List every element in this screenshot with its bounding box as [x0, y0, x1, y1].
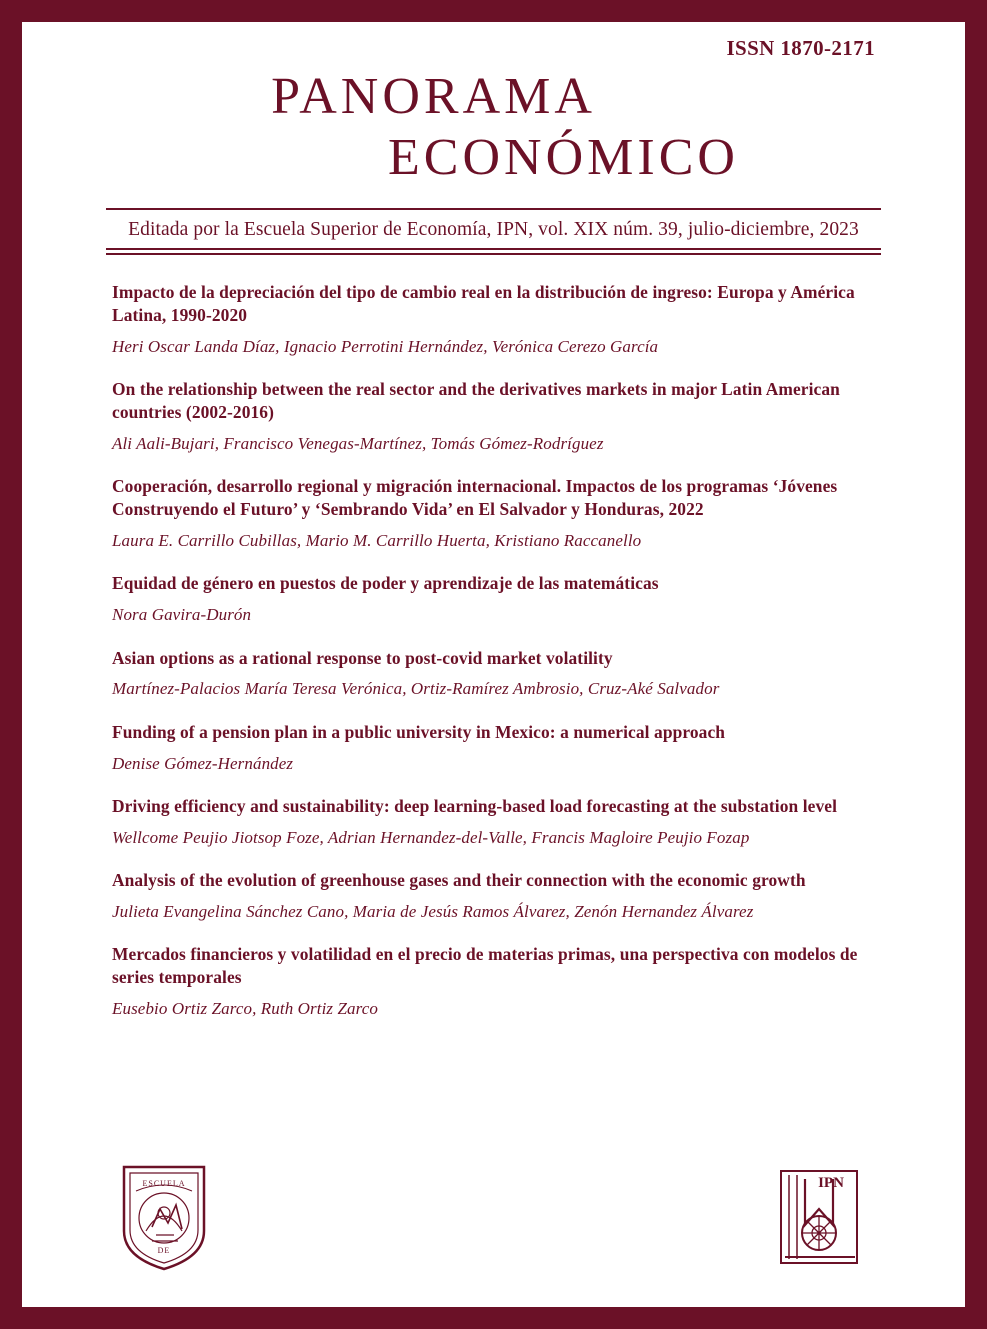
rule-bottom-2	[106, 253, 881, 255]
escuela-superior-de-economia-seal-icon	[116, 1161, 212, 1273]
article-title: Cooperación, desarrollo regional y migración internacional. Impactos de los programas ‘Jóvenes Construyendo el Futuro’ y ‘Sembrando Vida’ en El Salvador y Honduras, 2022	[112, 476, 838, 520]
toc-entry	[112, 721, 875, 775]
toc-entry	[112, 281, 875, 358]
cover-footer	[90, 1159, 897, 1279]
toc-entry	[112, 869, 875, 923]
article-title: Mercados financieros y volatilidad en el precio de materias primas, una perspectiva con modelos de series temporales	[112, 943, 858, 987]
ipn-logo-icon	[771, 1165, 867, 1269]
article-title: On the relationship between the real sector and the derivatives markets in major Latin American countries (2002-2016)	[112, 379, 840, 423]
svg-text:IPN: IPN	[818, 1175, 844, 1191]
issn-text: ISSN 1870-2171	[726, 36, 875, 60]
article-authors: Julieta Evangelina Sánchez Cano, Maria de Jesús Ramos Álvarez, Zenón Hernandez Álvarez	[112, 901, 754, 921]
svg-text:ESCUELA: ESCUELA	[142, 1179, 186, 1188]
article-authors: Martínez-Palacios María Teresa Verónica, Ortiz-Ramírez Ambrosio, Cruz-Aké Salvador	[112, 679, 720, 699]
table-of-contents	[90, 281, 897, 1019]
edition-line: Editada por la Escuela Superior de Economía, IPN, vol. XIX núm. 39, julio-diciembre, 2023	[128, 219, 859, 241]
article-authors: Nora Gavira-Durón	[112, 605, 252, 625]
rule-bottom-1	[106, 248, 881, 250]
article-title: Driving efficiency and sustainability: deep learning-based load forecasting at the substation level	[112, 795, 838, 816]
article-title: Impacto de la depreciación del tipo de cambio real en la distribución de ingreso: Europa y América Latina, 1990-2020	[112, 282, 855, 326]
article-title: Asian options as a rational response to post-covid market volatility	[112, 647, 613, 668]
journal-title-line1: PANORAMA	[271, 68, 596, 125]
article-authors: Eusebio Ortiz Zarco, Ruth Ortiz Zarco	[112, 998, 378, 1018]
toc-entry	[112, 647, 875, 701]
journal-masthead	[90, 69, 897, 186]
article-authors: Denise Gómez-Hernández	[112, 753, 294, 773]
journal-title-line2: ECONÓMICO	[388, 129, 739, 187]
cover-inner	[22, 22, 965, 1307]
toc-entry	[112, 795, 875, 849]
article-authors: Ali Aali-Bujari, Francisco Venegas-Martínez, Tomás Gómez-Rodríguez	[112, 434, 604, 454]
rule-bottom-double	[106, 248, 881, 255]
article-title: Funding of a pension plan in a public university in Mexico: a numerical approach	[112, 721, 726, 742]
article-authors: Wellcome Peujio Jiotsop Foze, Adrian Hernandez-del-Valle, Francis Magloire Peujio Fozap	[112, 827, 750, 847]
article-title: Equidad de género en puestos de poder y aprendizaje de las matemáticas	[112, 573, 659, 594]
edition-block	[90, 208, 897, 255]
toc-entry	[112, 475, 875, 552]
toc-entry	[112, 943, 875, 1020]
toc-entry	[112, 572, 875, 626]
svg-text:DE: DE	[157, 1246, 171, 1255]
article-authors: Heri Oscar Landa Díaz, Ignacio Perrotini Hernández, Verónica Cerezo García	[112, 337, 659, 357]
article-authors: Laura E. Carrillo Cubillas, Mario M. Carrillo Huerta, Kristiano Raccanello	[112, 531, 642, 551]
toc-entry	[112, 378, 875, 455]
article-title: Analysis of the evolution of greenhouse gases and their connection with the economic growth	[112, 869, 806, 890]
